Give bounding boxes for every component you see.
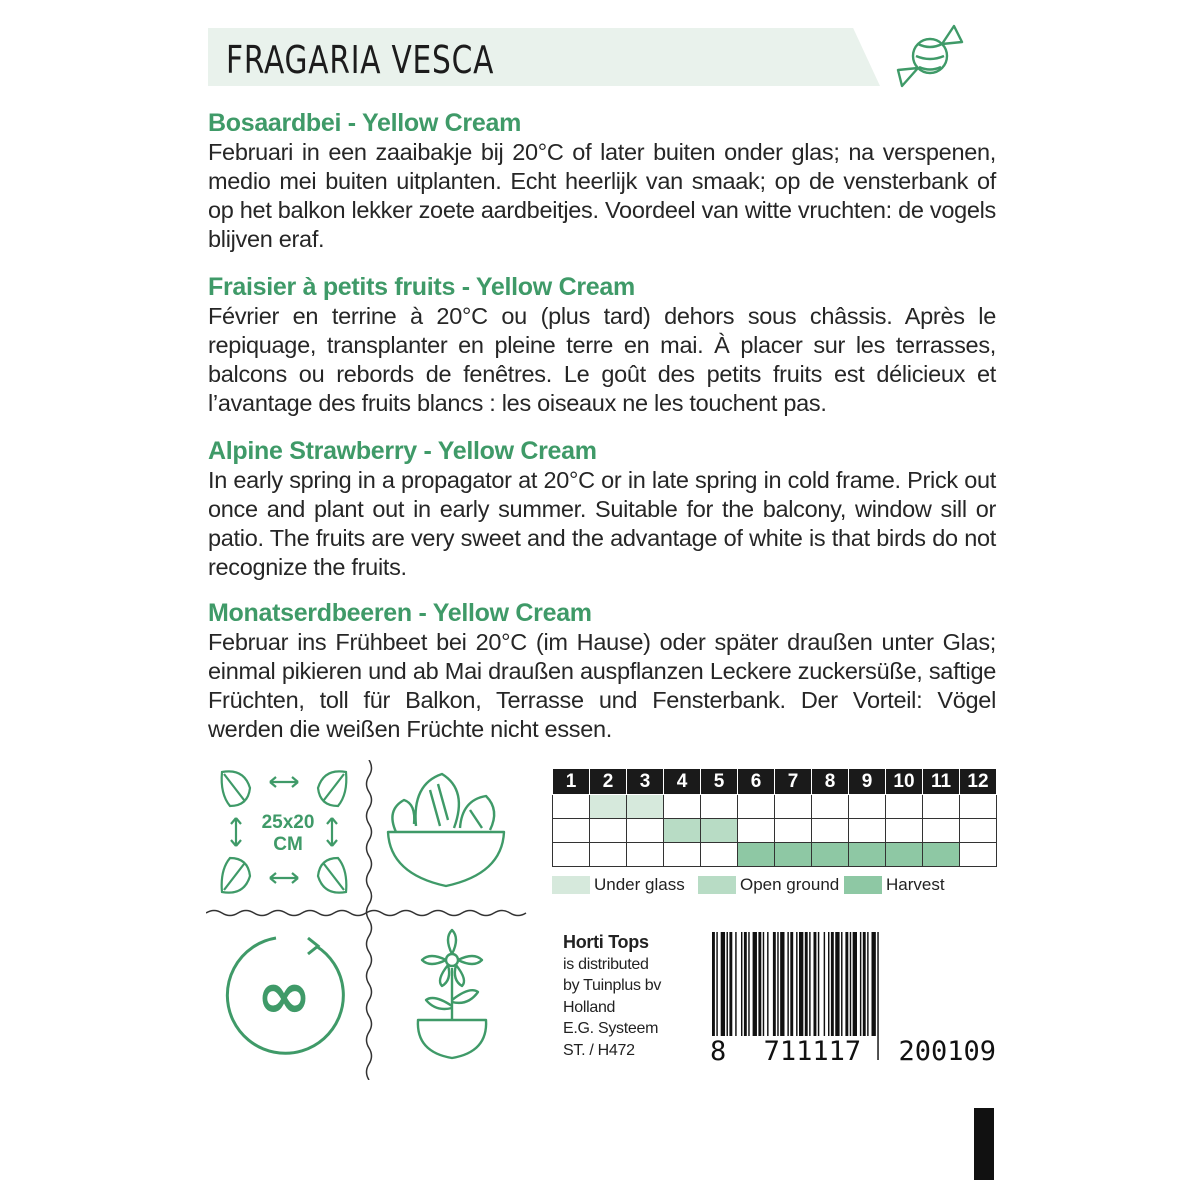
distributor-line: E.G. Systeem bbox=[563, 1020, 659, 1037]
section-text: In early spring in a propagator at 20°C or in late spring in cold frame. Prick out once and plant out in early summer. Suitable for the balcony, window sill or patio. The fruits are very sweet and the advantage of white is that birds do not recognize the fruits. bbox=[208, 467, 996, 580]
section-german bbox=[208, 598, 996, 744]
salad-bowl-icon bbox=[382, 770, 510, 892]
distributor-info bbox=[563, 932, 661, 1061]
calendar-cell bbox=[923, 795, 960, 819]
month-header: 10 bbox=[886, 769, 923, 795]
infinity-symbol: ∞ bbox=[256, 957, 312, 1034]
calendar-cell bbox=[812, 819, 849, 843]
calendar-cell bbox=[849, 819, 886, 843]
barcode-bar bbox=[729, 932, 732, 1036]
candy-icon bbox=[892, 20, 968, 92]
barcode-bar bbox=[780, 932, 784, 1036]
calendar-cell bbox=[738, 795, 775, 819]
legend-harvest bbox=[844, 874, 945, 896]
barcode-bar bbox=[805, 932, 808, 1036]
section-title: Fraisier à petits fruits - Yellow Cream bbox=[208, 273, 635, 301]
month-header: 5 bbox=[701, 769, 738, 795]
barcode-bar bbox=[828, 932, 829, 1036]
barcode-bar bbox=[763, 932, 764, 1036]
barcode-bar bbox=[748, 932, 749, 1036]
barcode-bar bbox=[841, 932, 842, 1036]
month-header: 1 bbox=[553, 769, 590, 795]
legend-under-glass bbox=[552, 874, 685, 896]
barcode-bar bbox=[824, 932, 825, 1036]
calendar-cell bbox=[738, 843, 775, 867]
calendar-cell bbox=[886, 819, 923, 843]
section-title: Monatserdbeeren - Yellow Cream bbox=[208, 599, 592, 627]
section-text: Februari in een zaaibakje bij 20°C of later buiten onder glas; na verspenen, medio mei buiten uitplanten. Echt heerlijk van smaak; op de vensterbank of op het balkon lekker zoete aardbeitjes. Voordeel van witte vruchten: de vogels blijven eraf. bbox=[208, 139, 996, 252]
barcode-bar bbox=[767, 932, 768, 1036]
spacing-unit: CM bbox=[273, 834, 303, 855]
calendar-cell bbox=[627, 843, 664, 867]
legend-open-ground bbox=[698, 874, 839, 896]
calendar-row-under-glass bbox=[553, 795, 997, 819]
calendar-cell bbox=[775, 843, 812, 867]
calendar-cell bbox=[627, 795, 664, 819]
sowing-calendar bbox=[552, 768, 997, 867]
calendar-cell bbox=[849, 843, 886, 867]
month-header: 2 bbox=[590, 769, 627, 795]
month-header: 4 bbox=[664, 769, 701, 795]
barcode-bar bbox=[787, 932, 788, 1036]
legend-swatch bbox=[844, 876, 882, 894]
barcode-bar bbox=[835, 932, 839, 1036]
barcode-bar bbox=[753, 932, 757, 1036]
barcode-bar bbox=[809, 932, 810, 1036]
legend-swatch bbox=[698, 876, 736, 894]
month-header: 6 bbox=[738, 769, 775, 795]
barcode-digit-group: 8 bbox=[710, 1036, 727, 1067]
calendar-cell bbox=[960, 843, 997, 867]
barcode-bar bbox=[831, 932, 834, 1036]
legend-label: Open ground bbox=[740, 875, 840, 894]
section-title: Alpine Strawberry - Yellow Cream bbox=[208, 437, 597, 465]
month-header: 11 bbox=[923, 769, 960, 795]
calendar-cell bbox=[886, 843, 923, 867]
barcode-bar bbox=[790, 932, 793, 1036]
calendar-cell bbox=[664, 795, 701, 819]
calendar-cell bbox=[701, 795, 738, 819]
barcode-bar bbox=[777, 932, 778, 1036]
barcode-bar bbox=[744, 932, 747, 1036]
barcode-bar bbox=[727, 932, 728, 1036]
calendar-cell bbox=[590, 843, 627, 867]
calendar-cell bbox=[923, 843, 960, 867]
barcode-bar bbox=[867, 932, 868, 1036]
distributor-line: by Tuinplus bv bbox=[563, 977, 662, 994]
calendar-cell bbox=[553, 843, 590, 867]
section-dutch bbox=[208, 108, 996, 254]
legend-label: Under glass bbox=[594, 875, 685, 894]
barcode-bar bbox=[850, 932, 851, 1036]
calendar-cell bbox=[590, 819, 627, 843]
barcode-bar bbox=[721, 932, 725, 1036]
brand-name: Horti Tops bbox=[563, 932, 649, 952]
calendar-cell bbox=[775, 819, 812, 843]
wavy-divider-vertical bbox=[362, 760, 376, 1080]
section-text: Février en terrine à 20°C ou (plus tard) dehors sous châssis. Après le repiquage, transplanter en pleine terre en mai. À placer sur les terrasses, balcons ou rebords de fenêtres. Le goût des petits fruits est délicieux et l’avantage des fruits blancs : les oiseaux ne les touchent pas. bbox=[208, 303, 996, 416]
calendar-cell bbox=[627, 819, 664, 843]
section-text: Februar ins Frühbeet bei 20°C (im Hause) oder später draußen unter Glas; einmal pikieren und ab Mai draußen auspflanzen Leckere zuckersüße, saftige Früchten, toll für Balkon, Terrasse und Fensterbank. Der Vorteil: Vögel werden die weißen Früchte nicht essen. bbox=[208, 629, 996, 742]
cut-mark bbox=[974, 1108, 994, 1180]
legend-swatch bbox=[552, 876, 590, 894]
calendar-cell bbox=[812, 795, 849, 819]
calendar-cell bbox=[923, 819, 960, 843]
spacing-label bbox=[248, 812, 328, 856]
calendar-cell bbox=[960, 819, 997, 843]
calendar-row-open-ground bbox=[553, 819, 997, 843]
spacing-dimensions: 25x20 bbox=[261, 812, 315, 833]
calendar-cell bbox=[664, 819, 701, 843]
calendar-cell bbox=[775, 795, 812, 819]
section-french bbox=[208, 272, 996, 418]
barcode-bar bbox=[758, 932, 761, 1036]
barcode-digit-group: 711117 bbox=[763, 1036, 862, 1067]
barcode-bar bbox=[773, 932, 776, 1036]
potted-flower-icon bbox=[404, 928, 500, 1064]
calendar-cell bbox=[553, 819, 590, 843]
wavy-divider-horizontal bbox=[206, 906, 528, 920]
distributor-line: ST. / H472 bbox=[563, 1041, 635, 1059]
barcode-bar bbox=[853, 932, 857, 1036]
calendar-cell bbox=[960, 795, 997, 819]
section-title: Bosaardbei - Yellow Cream bbox=[208, 109, 521, 137]
calendar-row-harvest bbox=[553, 843, 997, 867]
barcode-digits bbox=[708, 1036, 998, 1067]
barcode-bar bbox=[860, 932, 861, 1036]
calendar-cell bbox=[886, 795, 923, 819]
barcode-bar bbox=[735, 932, 736, 1036]
month-header: 8 bbox=[812, 769, 849, 795]
calendar-cell bbox=[590, 795, 627, 819]
barcode-bar bbox=[863, 932, 866, 1036]
calendar-cell bbox=[812, 843, 849, 867]
month-header: 9 bbox=[849, 769, 886, 795]
barcode-bar bbox=[818, 932, 819, 1036]
barcode-bar bbox=[845, 932, 848, 1036]
barcode-bar bbox=[814, 932, 817, 1036]
calendar-header-row bbox=[553, 769, 997, 795]
distributor-line: Holland bbox=[563, 998, 616, 1016]
legend-label: Harvest bbox=[886, 875, 945, 894]
barcode-digit-group: 200109 bbox=[898, 1036, 996, 1067]
calendar-cell bbox=[849, 795, 886, 819]
calendar-cell bbox=[701, 843, 738, 867]
section-english bbox=[208, 436, 996, 582]
calendar-cell bbox=[738, 819, 775, 843]
month-header: 3 bbox=[627, 769, 664, 795]
calendar-cell bbox=[701, 819, 738, 843]
barcode-bar bbox=[741, 932, 742, 1036]
barcode-bar bbox=[799, 932, 803, 1036]
calendar-cell bbox=[553, 795, 590, 819]
month-header: 7 bbox=[775, 769, 812, 795]
calendar-cell bbox=[664, 843, 701, 867]
month-header: 12 bbox=[960, 769, 997, 795]
barcode-bar bbox=[872, 932, 876, 1036]
distributor-line: is distributed bbox=[563, 955, 649, 973]
latin-name-title: FRAGARIA VESCA bbox=[226, 38, 495, 82]
